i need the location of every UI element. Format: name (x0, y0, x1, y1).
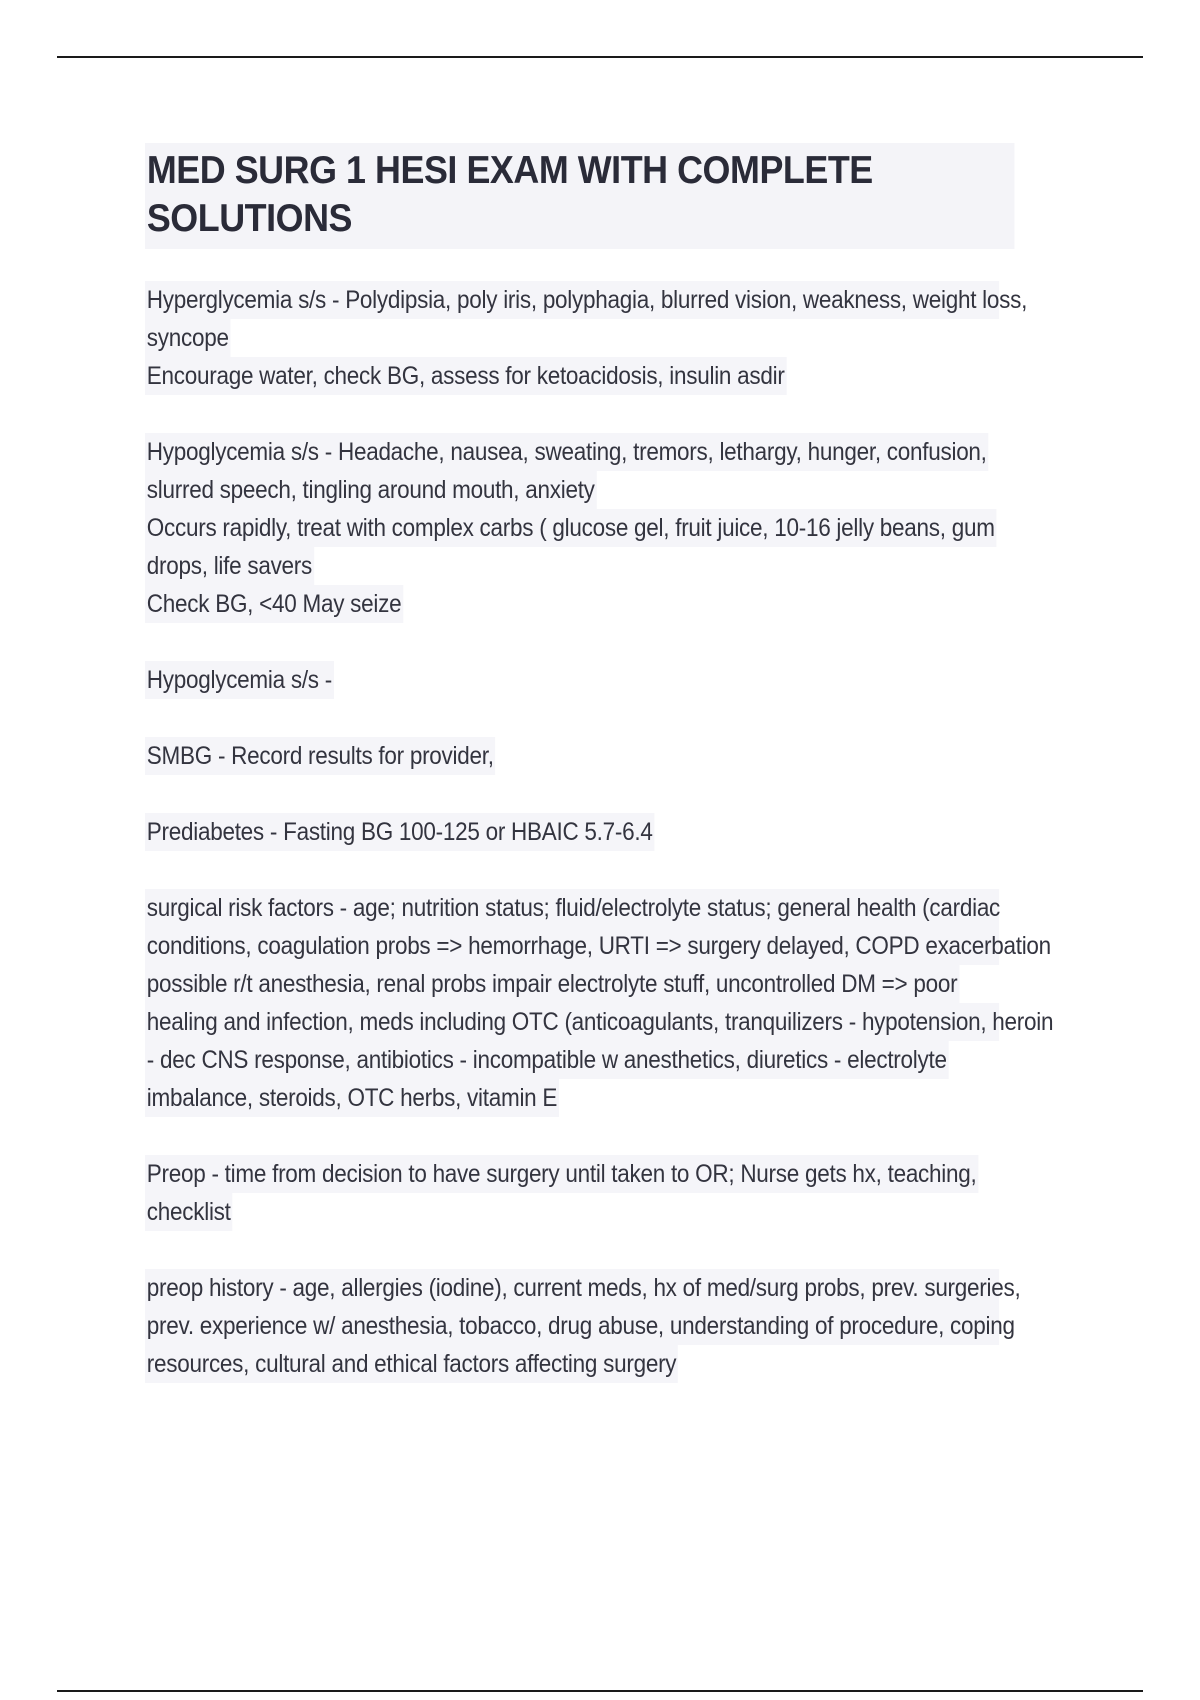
header-rule (57, 56, 1143, 58)
note-line: Encourage water, check BG, assess for ketoacidosis, insulin asdir (145, 357, 786, 395)
note-line: Prediabetes - Fasting BG 100-125 or HBAIC 5.7-6.4 (145, 813, 654, 851)
note-line: resources, cultural and ethical factors affecting surgery (145, 1345, 678, 1383)
note-line: healing and infection, meds including OTC (anticoagulants, tranquilizers - hypotension, heroin (145, 1003, 999, 1041)
note-line: conditions, coagulation probs => hemorrhage, URTI => surgery delayed, COPD exacerbation (145, 927, 999, 965)
note-line: syncope (145, 319, 231, 357)
footer-rule (57, 1690, 1143, 1692)
note-entry (145, 433, 1090, 623)
note-line: surgical risk factors - age; nutrition status; fluid/electrolyte status; general health (cardiac (145, 889, 999, 927)
document-title: MED SURG 1 HESI EXAM WITH COMPLETE SOLUTIONS (145, 143, 1014, 249)
entry-list (145, 281, 1090, 1383)
note-entry (145, 737, 1090, 775)
note-line: Hypoglycemia s/s - Headache, nausea, sweating, tremors, lethargy, hunger, confusion, (145, 433, 988, 471)
note-entry (145, 281, 1090, 395)
note-line: Occurs rapidly, treat with complex carbs ( glucose gel, fruit juice, 10-16 jelly beans, gum (145, 509, 996, 547)
note-line: SMBG - Record results for provider, (145, 737, 496, 775)
note-line: preop history - age, allergies (iodine), current meds, hx of med/surg probs, prev. surgeries, (145, 1269, 999, 1307)
document-body (145, 143, 1090, 1421)
note-entry (145, 889, 1090, 1117)
note-line: possible r/t anesthesia, renal probs impair electrolyte stuff, uncontrolled DM => poor (145, 965, 959, 1003)
note-line: Hyperglycemia s/s - Polydipsia, poly iris, polyphagia, blurred vision, weakness, weight loss, (145, 281, 999, 319)
note-line: - dec CNS response, antibiotics - incompatible w anesthetics, diuretics - electrolyte (145, 1041, 949, 1079)
note-entry (145, 661, 1090, 699)
note-line: Hypoglycemia s/s - (145, 661, 334, 699)
note-entry (145, 1269, 1090, 1383)
note-entry (145, 813, 1090, 851)
note-line: drops, life savers (145, 547, 314, 585)
note-entry (145, 1155, 1090, 1231)
note-line: imbalance, steroids, OTC herbs, vitamin E (145, 1079, 559, 1117)
note-line: checklist (145, 1193, 232, 1231)
note-line: prev. experience w/ anesthesia, tobacco, drug abuse, understanding of procedure, coping (145, 1307, 999, 1345)
note-line: slurred speech, tingling around mouth, anxiety (145, 471, 596, 509)
note-line: Check BG, <40 May seize (145, 585, 403, 623)
note-line: Preop - time from decision to have surgery until taken to OR; Nurse gets hx, teaching, (145, 1155, 978, 1193)
